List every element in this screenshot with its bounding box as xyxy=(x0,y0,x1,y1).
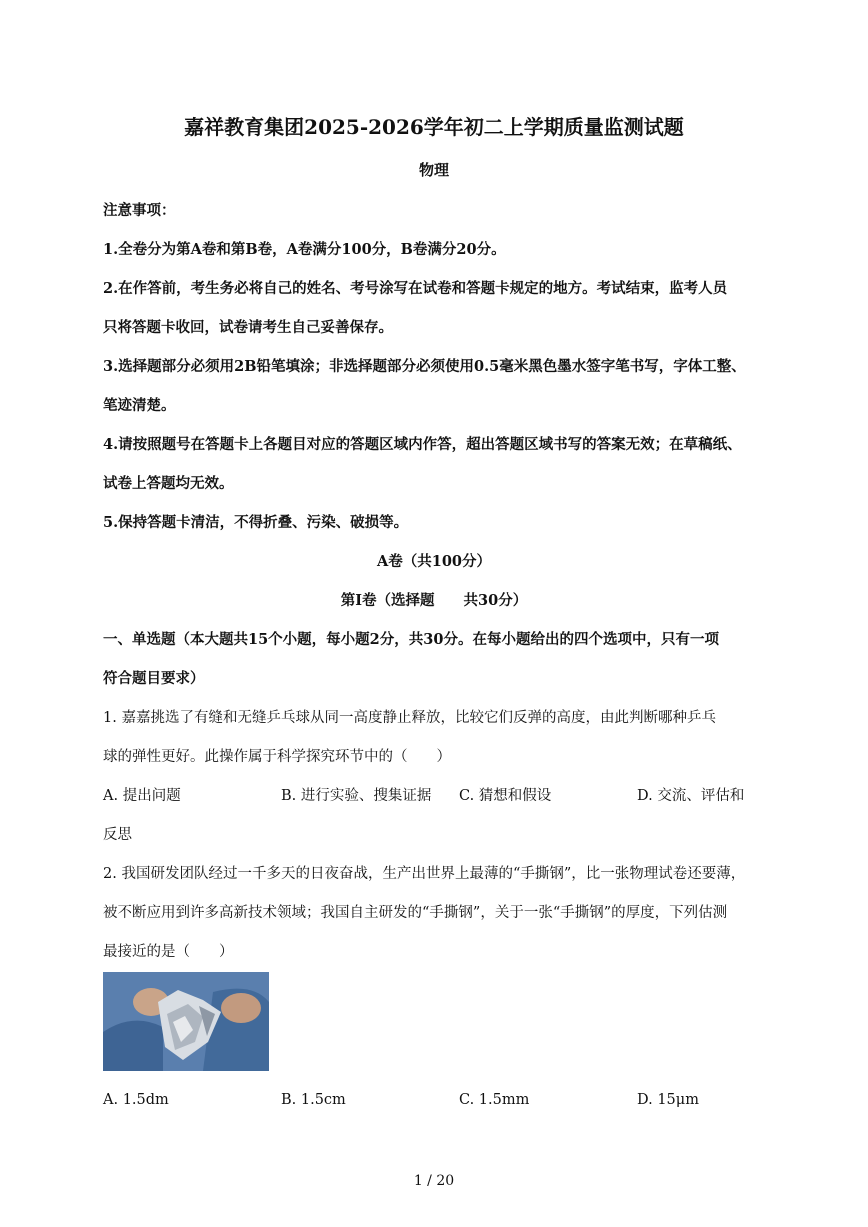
option-a: A. 1.5dm xyxy=(103,1092,169,1108)
question-stem: 1. 嘉嘉挑选了有缝和无缝乒乓球从同一高度静止释放，比较它们反弹的高度，由此判断哪种乒乓 xyxy=(103,710,716,726)
option-b: B. 1.5cm xyxy=(281,1092,346,1108)
notice-line: 2.在作答前，考生务必将自己的姓名、考号涂写在试卷和答题卡规定的地方。考试结束，监考人员 xyxy=(103,280,728,297)
option-c: C. 1.5mm xyxy=(459,1092,530,1108)
question-stem: 球的弹性更好。此操作属于科学探究环节中的（ ） xyxy=(103,749,451,765)
section-a-heading: A卷（共100分） xyxy=(376,553,492,570)
steel-foil-photo xyxy=(103,972,269,1071)
part-1-heading: 第Ⅰ卷（选择题 共30分） xyxy=(340,592,528,609)
section-instructions: 一、单选题（本大题共15个小题，每小题2分，共30分。在每小题给出的四个选项中，只有一项 xyxy=(103,631,719,648)
notice-line: 4.请按照题号在答题卡上各题目对应的答题区域内作答，超出答题区域书写的答案无效；在草稿纸、 xyxy=(103,436,742,453)
notice-heading: 注意事项： xyxy=(103,202,176,219)
notice-line: 1.全卷分为第A卷和第B卷，A卷满分100分，B卷满分20分。 xyxy=(103,241,506,258)
notice-line: 笔迹清楚。 xyxy=(103,397,176,414)
option-d: D. 交流、评估和 xyxy=(637,788,745,804)
notice-line: 试卷上答题均无效。 xyxy=(103,475,234,492)
option-b: B. 进行实验、搜集证据 xyxy=(281,788,432,804)
option-c: C. 猜想和假设 xyxy=(459,788,552,804)
notice-line: 只将答题卡收回，试卷请考生自己妥善保存。 xyxy=(103,319,393,336)
steel-foil-illustration xyxy=(103,972,269,1071)
question-stem: 最接近的是（ ） xyxy=(103,944,234,960)
option-d-overflow: 反思 xyxy=(103,827,132,843)
notice-line: 5.保持答题卡清洁，不得折叠、污染、破损等。 xyxy=(103,514,409,531)
section-instructions: 符合题目要求） xyxy=(103,670,205,687)
notice-line: 3.选择题部分必须用2B铅笔填涂；非选择题部分必须使用0.5毫米黑色墨水签字笔书写，字体工整、 xyxy=(103,358,746,375)
exam-title: 嘉祥教育集团2025-2026学年初二上学期质量监测试题 xyxy=(184,115,684,139)
option-d: D. 15μm xyxy=(637,1092,699,1108)
option-a: A. 提出问题 xyxy=(103,788,181,804)
page-number: 1 / 20 xyxy=(413,1173,455,1189)
question-stem: 2. 我国研发团队经过一千多天的日夜奋战，生产出世界上最薄的“手撕钢”，比一张物理试卷还要薄， xyxy=(103,866,746,882)
question-stem: 被不断应用到许多高新技术领域；我国自主研发的“手撕钢”，关于一张“手撕钢”的厚度，下列估测 xyxy=(103,905,728,921)
subject-label: 物理 xyxy=(418,161,449,179)
